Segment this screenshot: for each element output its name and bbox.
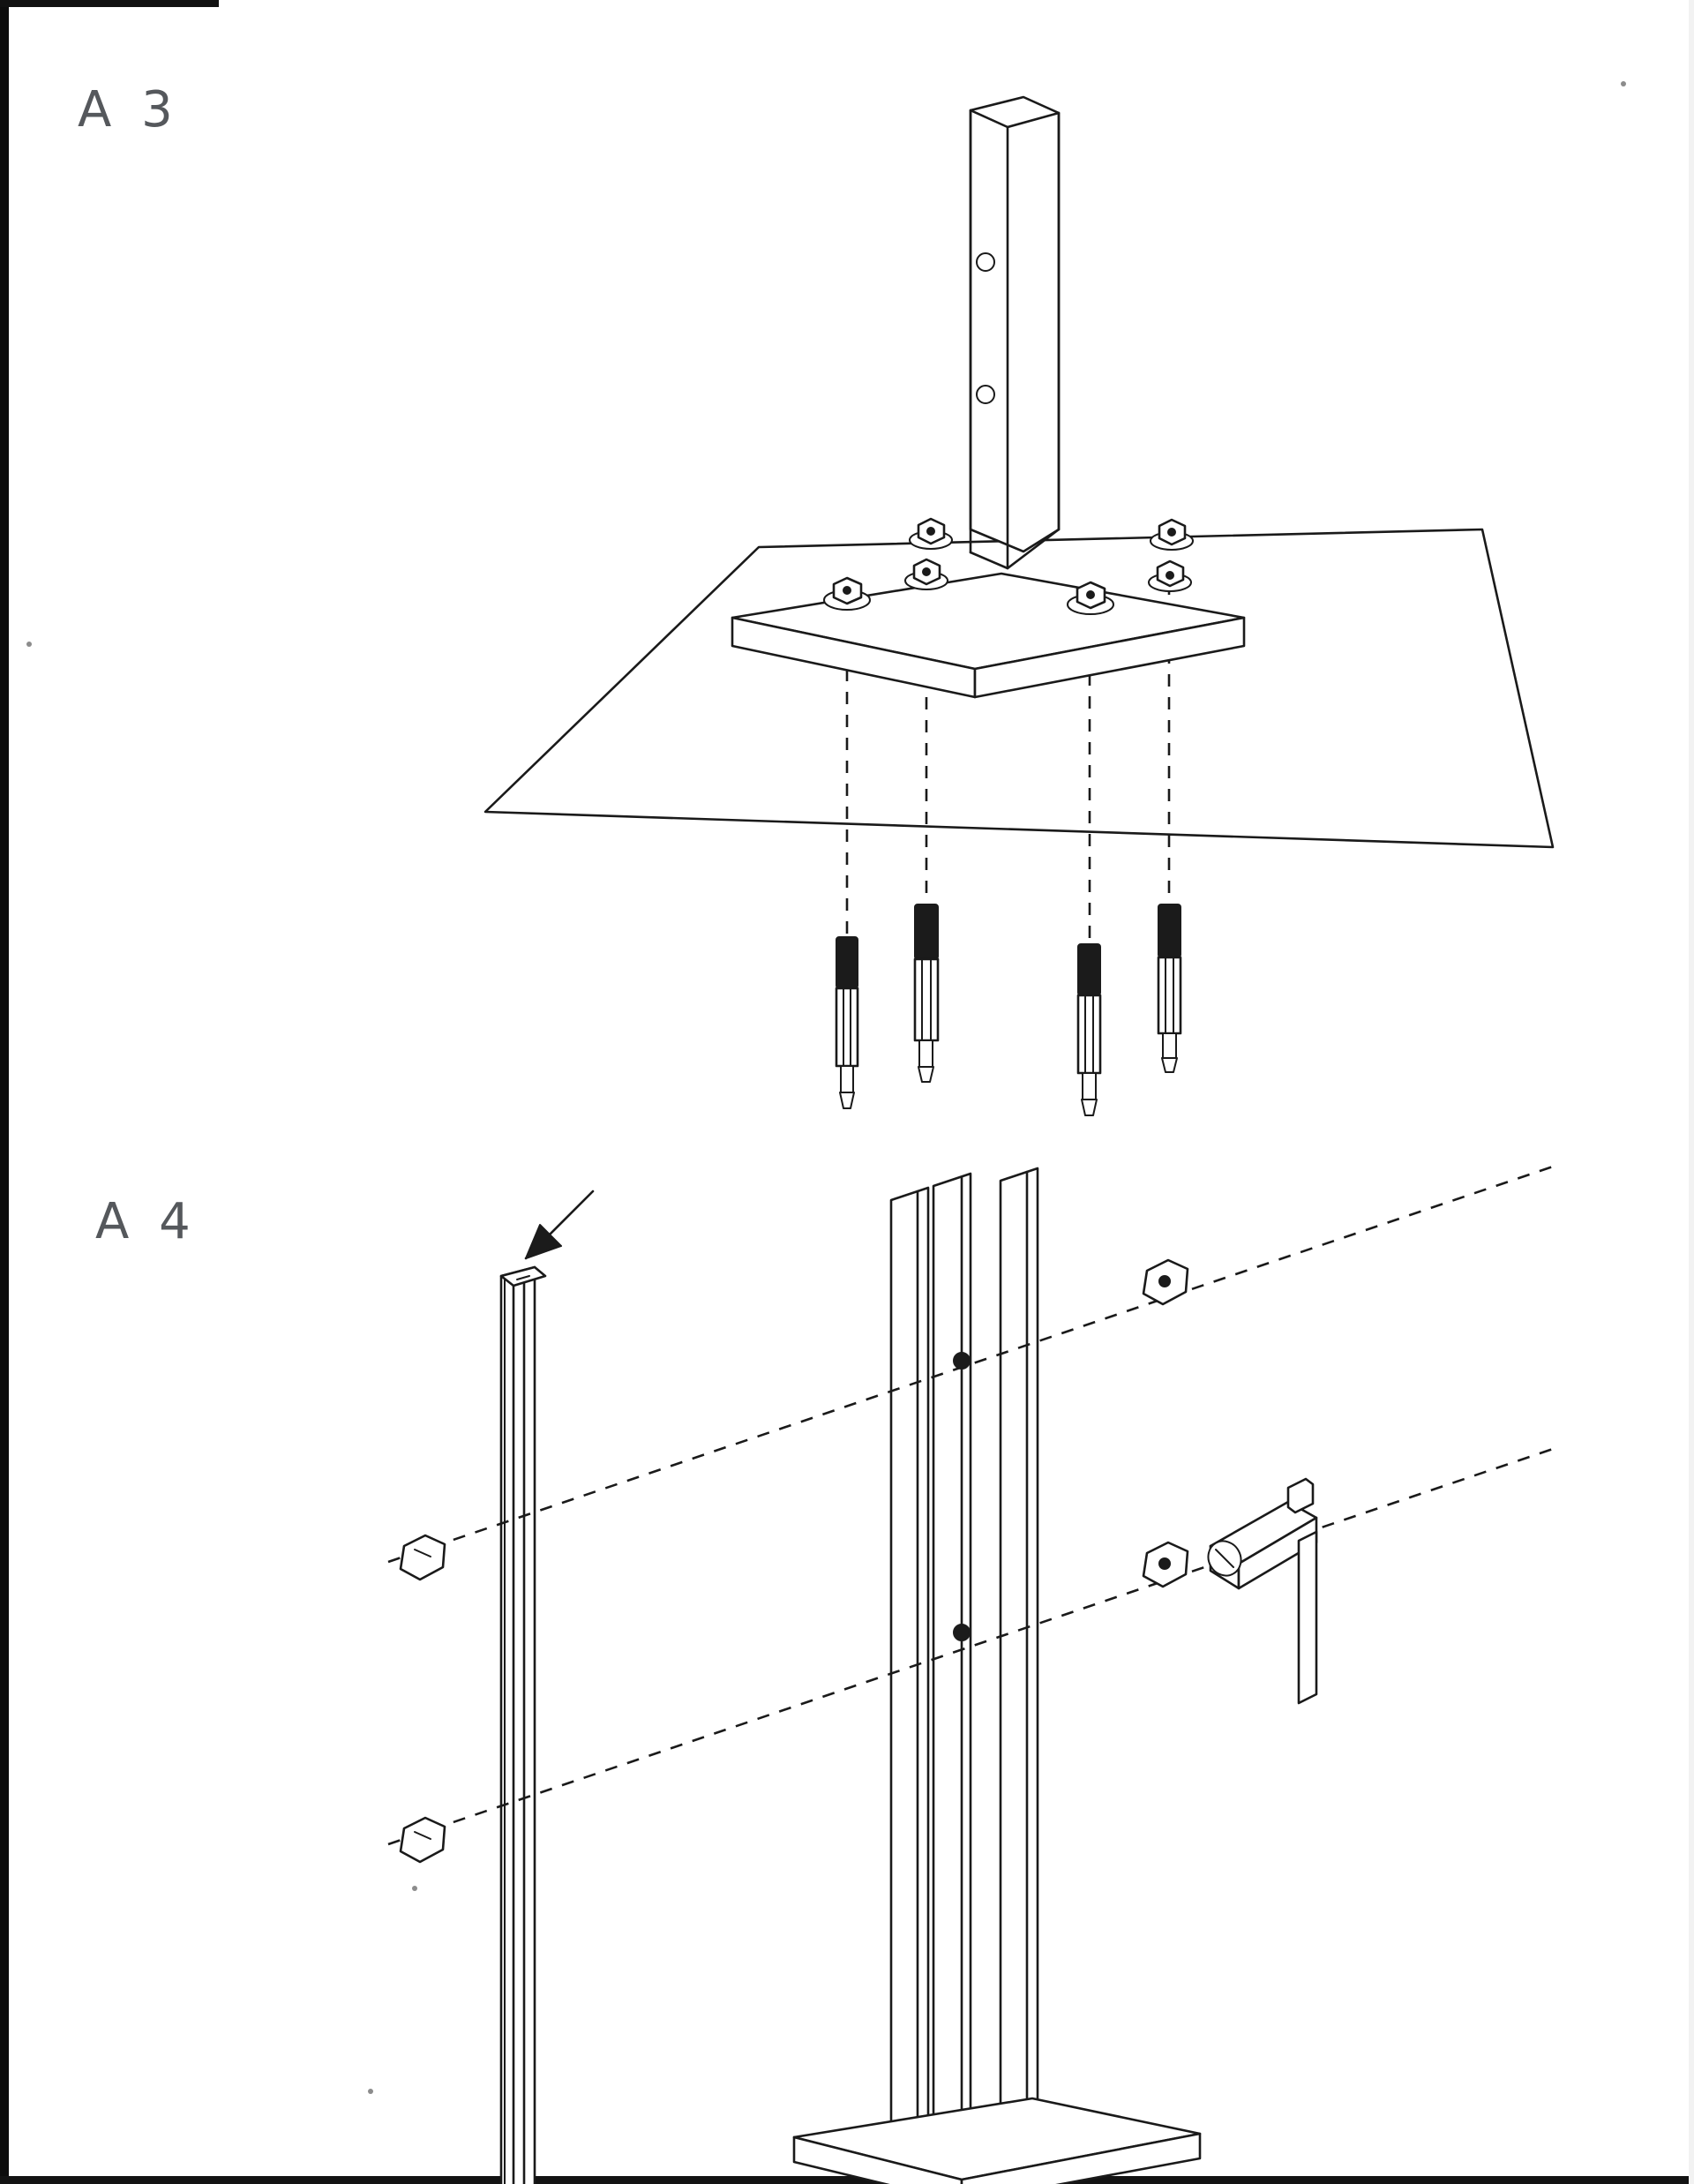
step-label-a3: A 3 (78, 81, 180, 139)
step-label-a4: A 4 (95, 1193, 198, 1250)
